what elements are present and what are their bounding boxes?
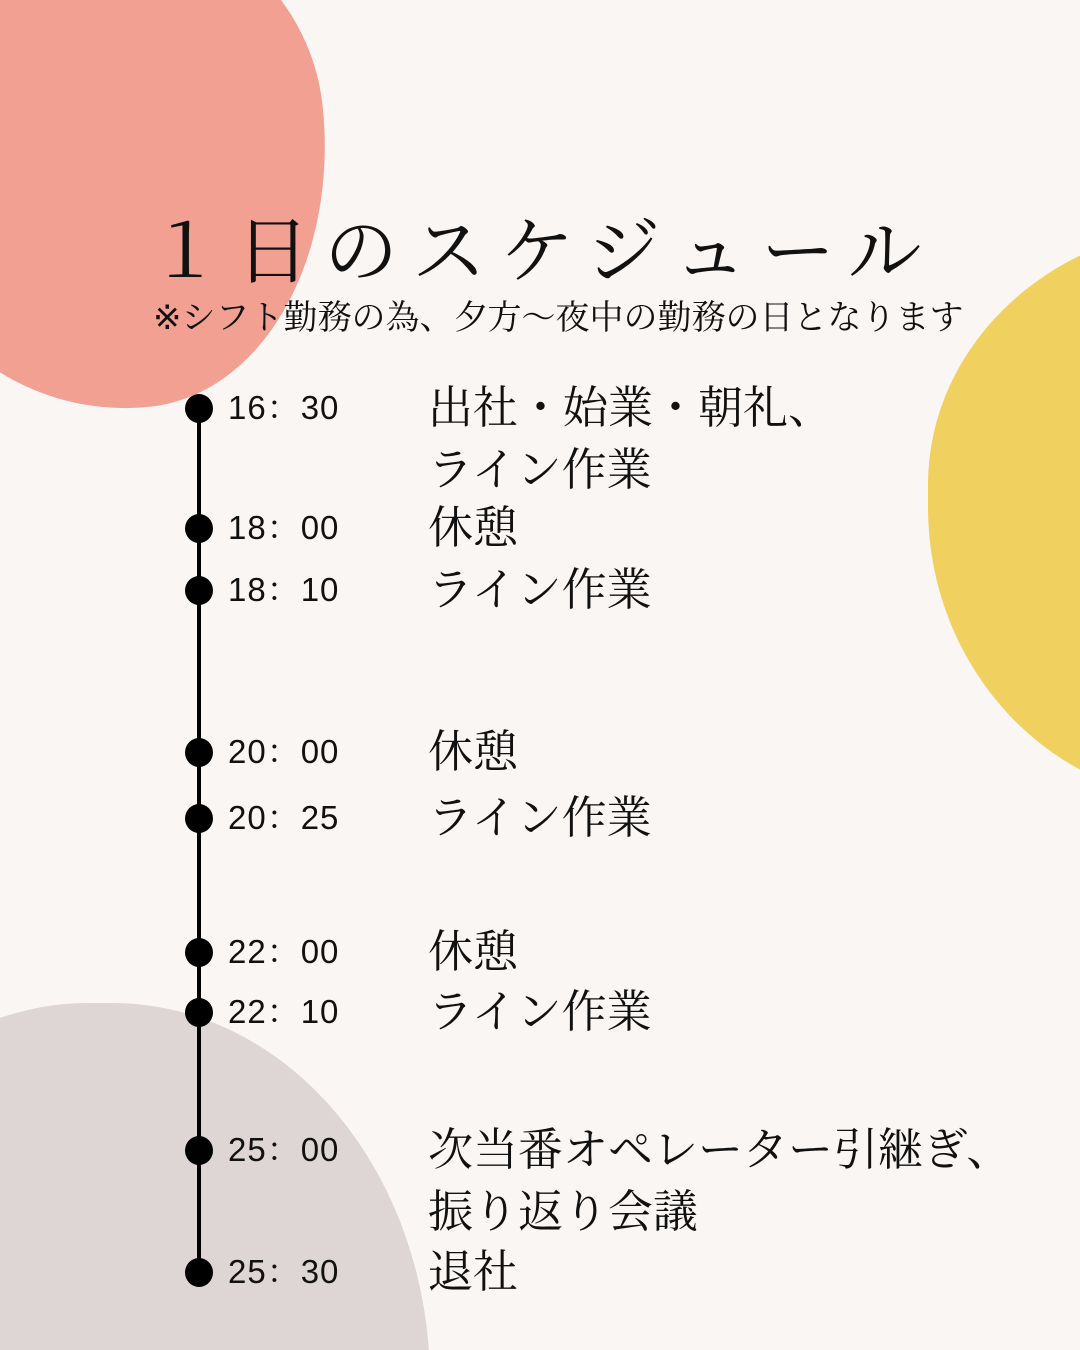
timeline-time: 18：00 [228,509,340,546]
timeline-dot-icon [185,998,213,1027]
timeline-description [428,787,1038,849]
timeline-description-line: 休憩 [428,926,519,977]
timeline-description-line: 次当番オペレーター引継ぎ、 [428,1124,1012,1175]
timeline-time: 16：30 [228,389,340,426]
timeline-dot-icon [185,576,213,605]
timeline-description [428,721,1038,783]
timeline-description [428,497,1038,559]
timeline-time: 20：25 [228,799,340,836]
timeline-time: 18：10 [228,571,340,608]
timeline-time: 22：00 [228,933,340,970]
timeline-time: 25：00 [228,1131,340,1168]
timeline-description [428,377,1038,501]
timeline-dot-icon [185,394,213,423]
timeline-description [428,981,1038,1043]
timeline-description-line: 振り返り会議 [428,1186,699,1237]
timeline-dot-icon [185,1136,213,1165]
timeline-dot-icon [185,1258,213,1287]
timeline-description-line: ライン作業 [428,564,652,615]
timeline-time: 22：10 [228,993,340,1030]
timeline-dot-icon [185,514,213,543]
timeline-description-line: ライン作業 [428,444,652,495]
page-subtitle: ※シフト勤務の為、夕方〜夜中の勤務の日となります [153,299,964,337]
timeline-time: 25：30 [228,1253,340,1290]
page-title: １日のスケジュール [148,210,936,293]
timeline-description-line: 休憩 [428,726,519,777]
timeline-description-line: 出社・始業・朝礼、 [428,382,834,433]
timeline-description-line: 休憩 [428,502,519,553]
timeline-description-line: 退社 [428,1246,519,1297]
timeline-description [428,1119,1038,1243]
timeline-description [428,1241,1038,1303]
timeline-dot-icon [185,804,213,833]
timeline-dot-icon [185,938,213,967]
timeline-description-line: ライン作業 [428,986,652,1037]
timeline-description [428,559,1038,621]
timeline-dot-icon [185,738,213,767]
timeline-description [428,921,1038,983]
timeline-description-line: ライン作業 [428,792,652,843]
timeline-time: 20：00 [228,733,340,770]
